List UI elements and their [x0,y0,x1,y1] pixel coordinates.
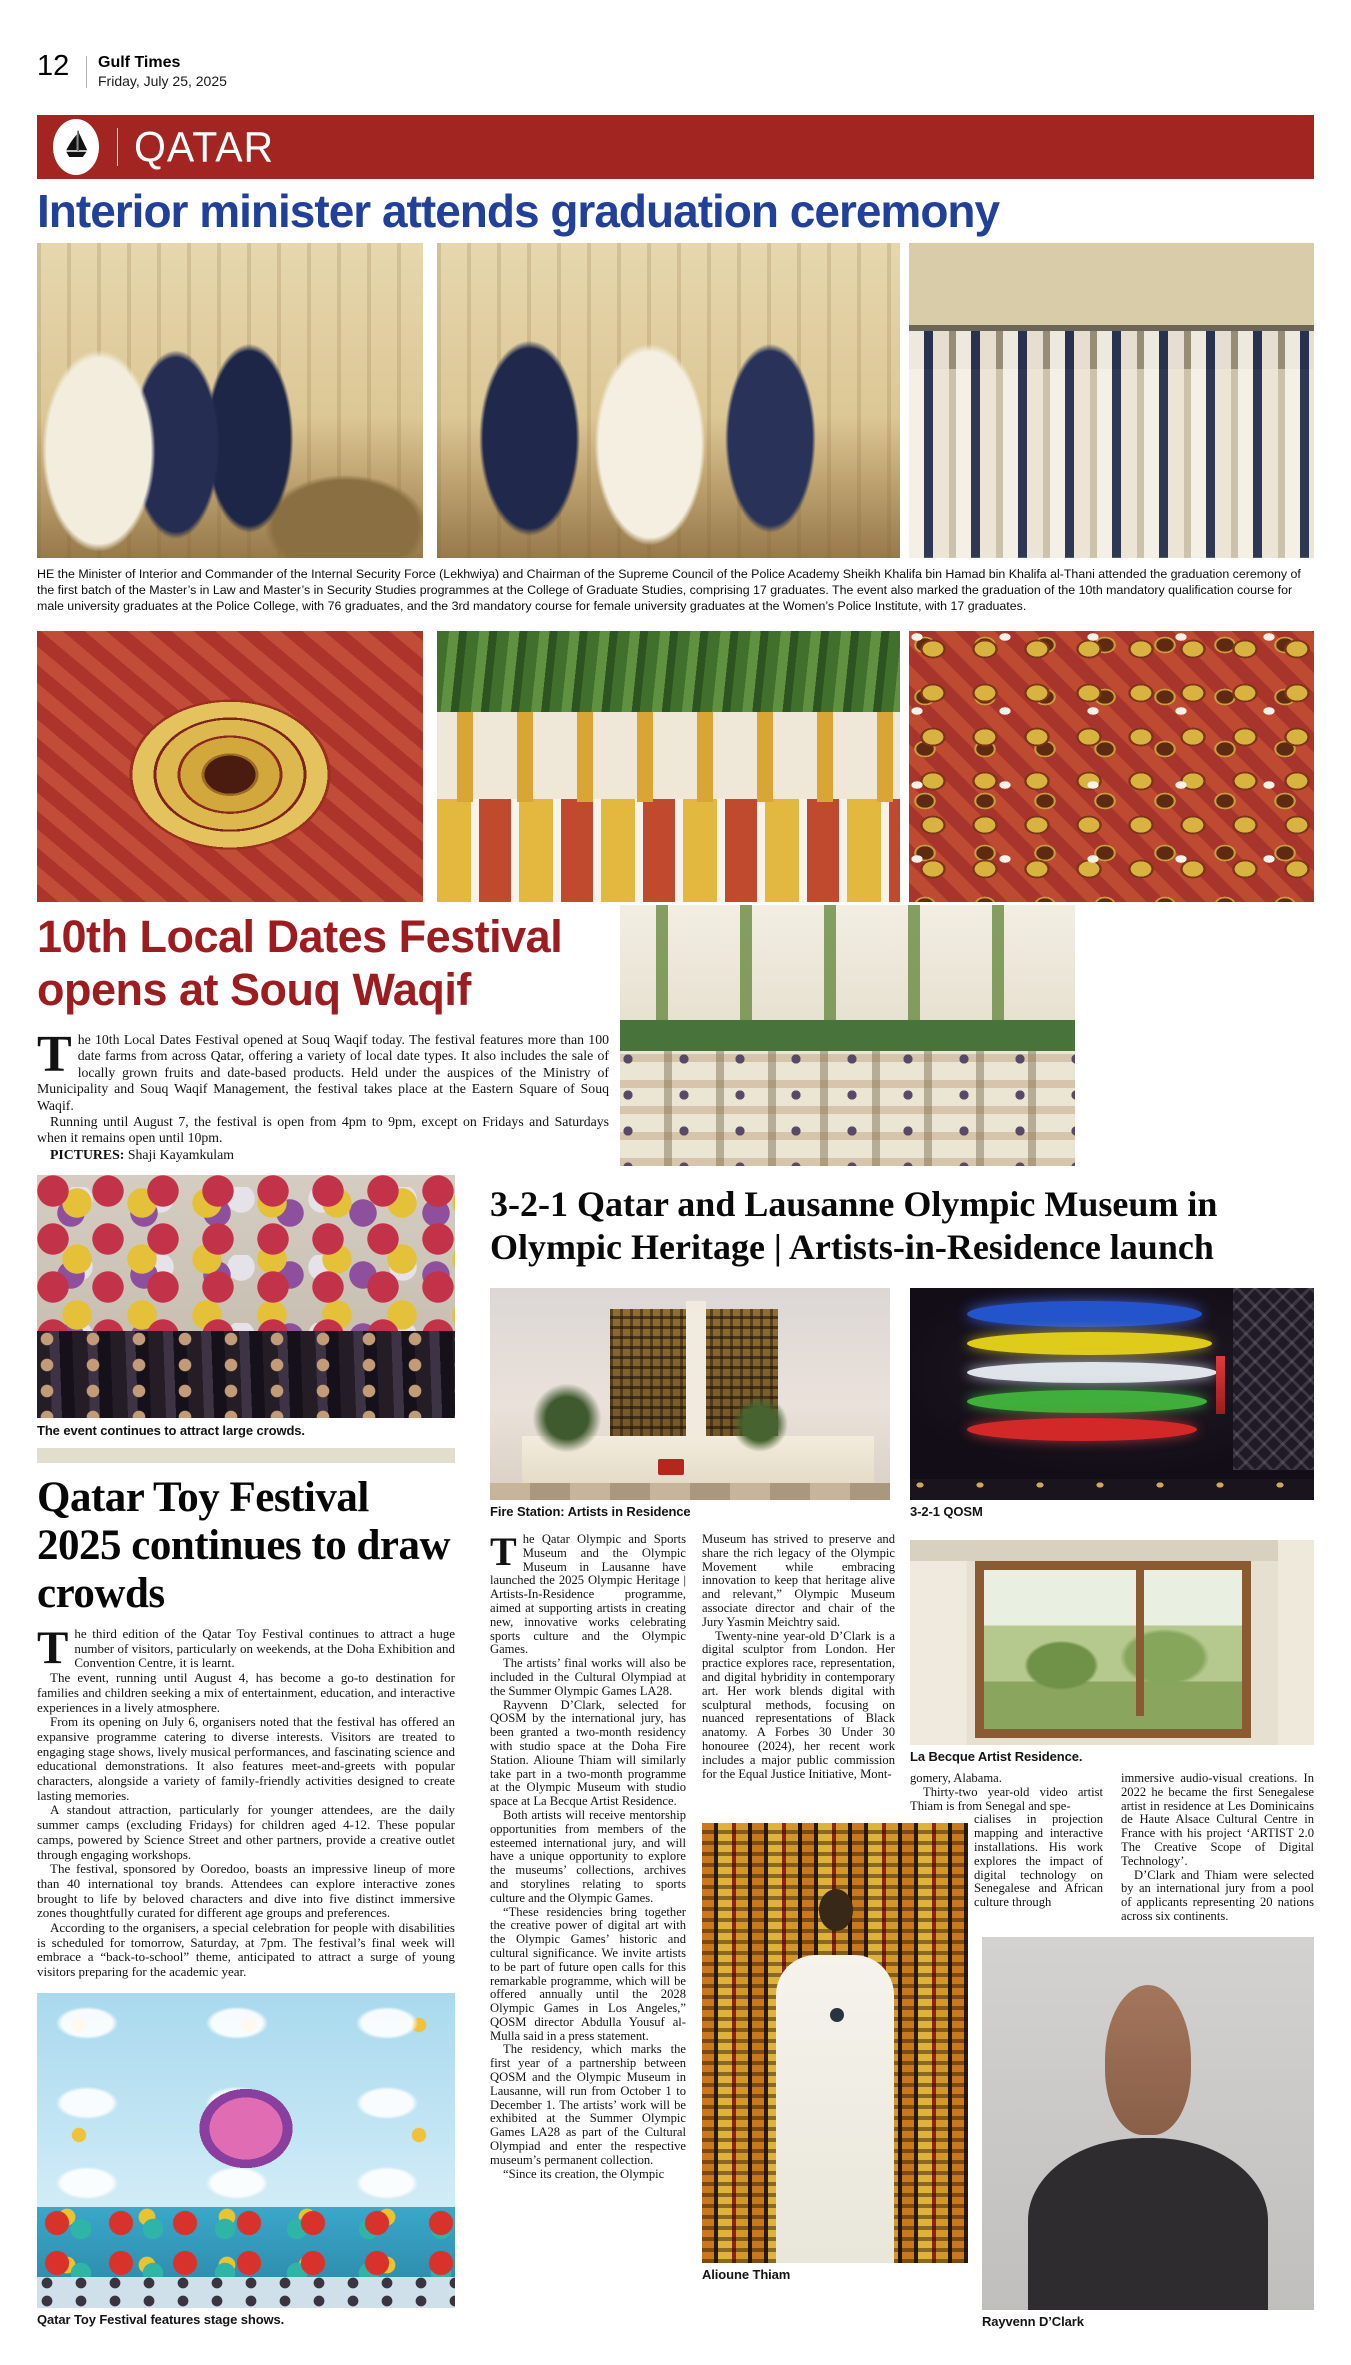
plaza-layer [910,1479,1314,1500]
drop-cap: T [490,1529,517,1574]
olympic-paragraph: Rayvenn D’Clark, selected for QOSM by the international jury, has been granted a two-month residency with studio space at the Doha Fire Station. Alioune Thiam will similarly take part in a two-month programme at the Olympic Museum with studio space at La Becque Artist Residence. [490,1697,686,1809]
wall-layer [1278,1540,1314,1745]
toy-paragraph: From its opening on July 6, organisers noted that the festival has offered an expansive programme catering to diverse interests. Visitors are treated to engaging stage shows, lively musical performances, and fascinating science and educational demonstrations. It also features meet-and-greets with popular characters, alongside a variety of family-friendly activities designed to create lasting memories. [37,1714,455,1803]
toy-paragraph: According to the organisers, a special celebration for people with disabilities is scheduled for tomorrow, Saturday, at 7pm. The festival’s final week will embrace a “back-to-school” theme, anticipated to attract a surge of young visitors preparing for the academic year. [37,1920,455,1980]
crowd-layer [37,1331,455,1418]
road-layer [490,1483,890,1500]
stage-mascots-layer [37,2207,455,2276]
palm-tree [730,1394,790,1454]
toy-paragraph: The festival, sponsored by Ooredoo, boasts an impressive lineup of more than 40 international toy brands. Attendees can explore interactive zones brought to life by beloved characters and dive into five distinct immersive zones thoughtfully curated for different age groups and preferences. [37,1861,455,1921]
photo-fire-station [490,1288,890,1500]
photo-caption: Rayvenn D’Clark [982,2314,1084,2329]
photo-graduation-2 [437,243,900,558]
ring-yellow [967,1332,1212,1355]
dates-pictures-credit [37,1147,609,1163]
olympic-paragraph: The residency, which marks the first year of a partnership between QOSM and the Olympic Museum in Lausanne, will run from October 1 to December 1. The artists’ work will be exhibited at the Summer Olympic Games LA28 as part of the Cultural Olympiad and enter the respective museum’s permanent collection. [490,2042,686,2167]
head-layer [819,1889,853,1931]
ring-green [967,1390,1207,1413]
torso-layer [1028,2138,1267,2310]
olympic-headline-line2: Olympic Heritage | Artists-in-Residence launch [490,1227,1214,1267]
palm-tree [530,1381,604,1455]
banner-separator [117,128,118,166]
photo-graduation-1 [37,243,423,558]
olympic-paragraph: The artists’ final works will also be included in the Cultural Olympiad at the Summer Olympic Games LA28. [490,1656,686,1698]
photo-alioune-thiam [702,1823,968,2263]
olympic-headline [490,1183,1290,1269]
museum-rings [967,1301,1217,1466]
red-truck [658,1459,684,1475]
ring-white [967,1362,1217,1383]
photo-qosm-building [910,1288,1314,1500]
toy-article-body [37,1622,455,1980]
publication-date: Friday, July 25, 2025 [98,73,227,89]
publication-name: Gulf Times [98,54,181,71]
olympic-paragraph: Museum has strived to preserve and share the rich legacy of the Olympic Movement while embracing innovation to keep that heritage alive and relevant,” Olympic Museum associate director and chair of the Jury Yasmin Meichtry said. [702,1532,895,1629]
toy-festival-headline: Qatar Toy Festival 2025 continues to draw crowds [37,1474,451,1617]
olympic-column-1 [490,1529,686,2181]
olympic-headline-line1: 3-2-1 Qatar and Lausanne Olympic Museum in [490,1184,1218,1224]
olympic-paragraph: “Since its creation, the Olympic [503,2166,665,2181]
olympic-paragraph: D’Clark and Thiam were selected by an international jury from a pool of applicants representing 20 nations across six continents. [1121,1867,1314,1923]
balloons-layer [37,1175,455,1335]
photo-caption: Qatar Toy Festival features stage shows. [37,2312,285,2327]
olympic-paragraph: “These residencies bring together the creative power of digital art with the Olympic Games’ historic and cultural significance. We invite artists to be part of future open calls for this remarkable programme, which will be offered annually until the 2028 Olympic Games in Los Angeles,” QOSM director Abdulla Yousuf al-Mulla said in a press statement. [490,1904,686,2043]
sign-321 [1216,1356,1225,1414]
olympic-paragraph: Twenty-nine year-old D’Clark is a digital sculptor from London. Her practice explores race, representation, and digital hybridity in contemporary art. Her work blends digital with sculptural methods, focusing on nuanced representations of Black anatomy. A Forbes 30 Under 30 honouree (2024), her recent work includes a major public commission for the Equal Justice Initiative, Mont- [702,1628,895,1781]
photo-caption: La Becque Artist Residence. [910,1749,1083,1764]
section-divider-bar [37,1448,455,1463]
pictures-label: PICTURES: [50,1146,125,1162]
dates-paragraph-2: Running until August 7, the festival is open from 4pm to 9pm, except on Fridays and Saturdays when it remains open until 10pm. [37,1114,609,1146]
olympic-paragraph-wrapped: cialises in projection mapping and interactive installations. His work explores the impact of digital technology on Senegalese and African culture through [974,1812,1103,1910]
ring-blue [967,1301,1202,1327]
graduation-caption: HE the Minister of Interior and Commander of the Internal Security Force (Lekhwiya) and Chairman of the Supreme Council of the Police Academy Sheikh Khalifa bin Hamad bin Khalifa al-Thani attended the graduation ceremony of the first batch of the Master’s in Law and Master’s in Security Studies programmes at the College of Graduate Studies, comprising 17 graduates. The event also marked the graduation of the 10th mandatory qualification course for male university graduates at the Police College, with 76 graduates, and the 3rd mandatory course for female university graduates at the Women’s Police Institute, with 17 graduates. [37,567,1301,613]
section-banner [37,115,1314,179]
olympic-column-4 [1121,1772,1314,1924]
photo-dates-hall [620,905,1075,1166]
window-trees-layer [975,1561,1252,1739]
olympic-paragraph: immersive audio-visual creations. In 2022 he became the first Senegalese artist in residence at Les Dominicains de Haute Alsace Cultural Centre in France with his project ‘ARTIST 2.0 The Creative Scope of Digital Technology’. [1121,1771,1314,1868]
dhow-logo [53,119,99,175]
building-column-layer [686,1301,706,1454]
audience-layer [37,2277,455,2309]
window-frame-bar [1136,1565,1144,1717]
olympic-paragraph: Thirty-two year-old video artist Thiam is from Senegal and spe- [910,1784,1103,1813]
photo-dates-table [909,631,1314,902]
photo-caption: Fire Station: Artists in Residence [490,1504,691,1519]
dates-paragraph-1: The 10th Local Dates Festival opened at Souq Waqif today. The festival features more than 100 date farms from across Qatar, offering a variety of local date types. It also includes the sale of locally grown fruits and date-based products. Held under the auspices of the Ministry of Municipality and Souq Waqif Management, the festival takes place at the Eastern Square of Souq Waqif. [37,1026,609,1113]
hall-tables-layer [620,1051,1075,1166]
head-layer [1105,1985,1191,2134]
dates-headline: 10th Local Dates Festival opens at Souq Waqif [37,911,563,1015]
photo-balloon-crowd [37,1175,455,1418]
dhow-boat-icon [61,128,91,167]
man-in-white-layer [776,1955,893,2263]
festival-logo-layer [183,2075,308,2182]
olympic-column-2 [702,1533,895,1781]
photo-caption: Alioune Thiam [702,2267,791,2282]
olympic-paragraph: gomery, Alabama. [910,1771,1002,1785]
toy-paragraph: The event, running until August 4, has become a go-to destination for families and children seeking a mix of entertainment, education, and interactive experiences in a lively atmosphere. [37,1670,455,1715]
dates-article-body [37,1026,609,1163]
photo-rayvenn-dclark [982,1937,1314,2310]
diamond-facade-layer [1233,1288,1314,1470]
olympic-paragraph: The Qatar Olympic and Sports Museum and the Olympic Museum in Lausanne have launched the 2025 Olympic Heritage | Artists-In-Residence programme, aimed at supporting artists in creating new, innovative works celebrating sports culture and the Olympic Games. [490,1529,686,1657]
ceiling-layer [910,1540,1314,1561]
photo-la-becque [910,1540,1314,1745]
photo-dates-tray [37,631,423,902]
section-title: QATAR [134,122,275,171]
photo-graduation-3 [909,243,1314,558]
hall-wall-layer [620,1020,1075,1051]
olympic-paragraph: Both artists will receive mentorship opportunities from members of the esteemed international jury, and will have a unique opportunity to explore the museums’ collections, archives and storylines relating to sports culture and the Olympic Games. [490,1807,686,1905]
toy-paragraph: A standout attraction, particularly for younger attendees, are the daily summer camps (excluding Fridays) for children aged 4-12. These popular camps, powered by Science Street and other partners, provide a creative outlet through engaging workshops. [37,1802,455,1862]
pictures-credit: Shaji Kayamkulam [124,1146,234,1162]
drop-cap: T [37,1622,69,1674]
graduation-headline: Interior minister attends graduation ceremony [37,185,1000,237]
photo-caption: The event continues to attract large crowds. [37,1423,305,1438]
pendant-layer [830,2008,844,2022]
photo-toy-stage [37,1993,455,2308]
ring-red [967,1418,1197,1441]
hall-ceiling-layer [620,905,1075,1020]
toy-paragraph: The third edition of the Qatar Toy Festival continues to attract a huge number of visitors, particularly on weekends, at the Doha Exhibition and Convention Centre, it is learnt. [37,1622,455,1674]
page-number: 12 [37,50,70,82]
photo-dates-stall [437,631,900,902]
header-divider [86,56,87,88]
photo-caption: 3-2-1 QOSM [910,1504,983,1519]
drop-cap: T [37,1026,72,1083]
